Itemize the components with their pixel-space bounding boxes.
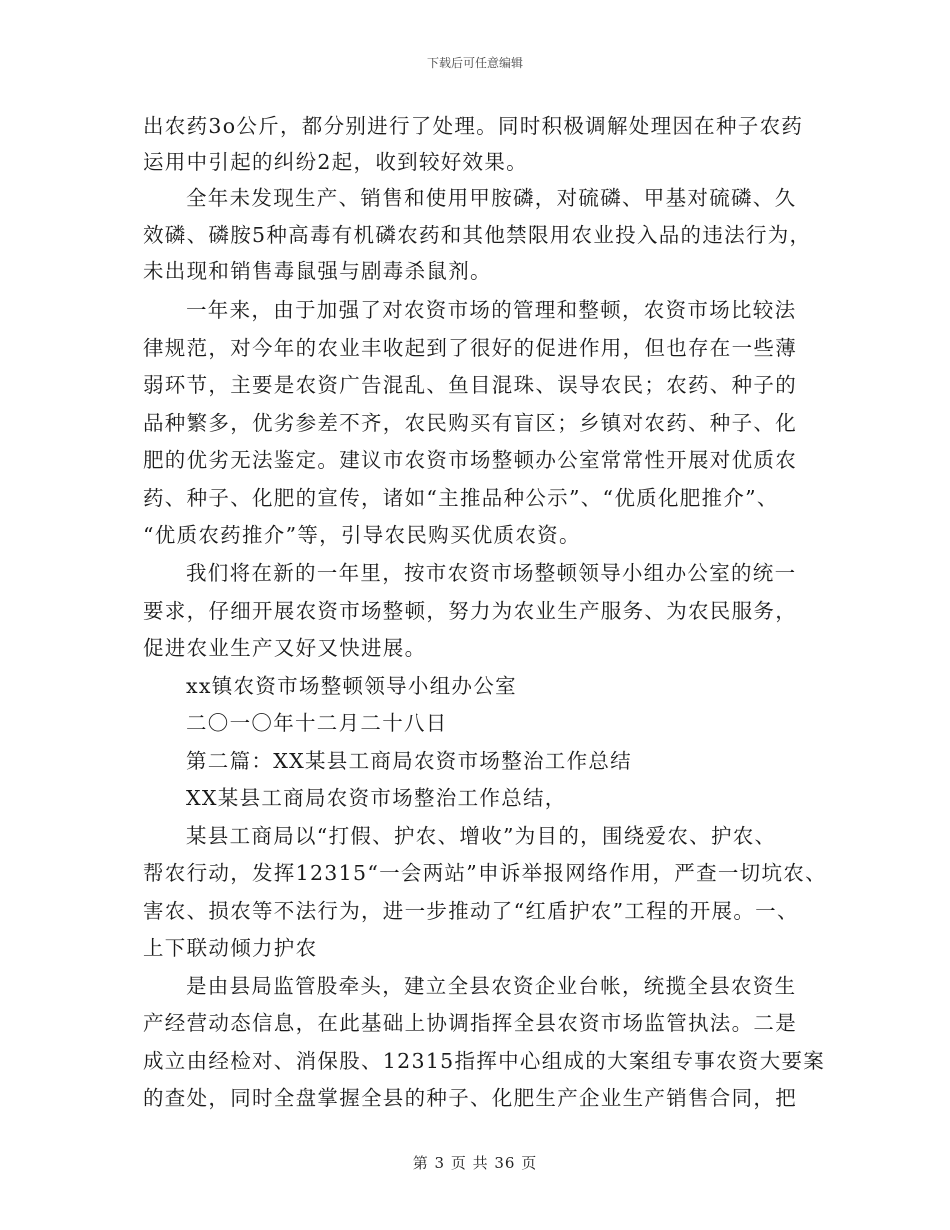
- text-line: 二〇一〇年十二月二十八日: [186, 711, 448, 735]
- text-line: 弱环节，主要是农资广告混乱、鱼目混珠、误导农民；农药、种子的: [143, 373, 797, 397]
- text-line: 产经营动态信息，在此基础上协调指挥全县农资市场监管执法。二是: [143, 1011, 797, 1035]
- text-line: 某县工商局以“打假、护农、增收”为目的，围绕爱农、护农、: [186, 824, 777, 848]
- text-line: 未出现和销售毒鼠强与剧毒杀鼠剂。: [143, 259, 492, 283]
- text-line: “优质农药推介”等，引导农民购买优质农资。: [143, 523, 581, 547]
- text-line: 效磷、磷胺5种高毒有机磷农药和其他禁限用农业投入品的违法行为，: [143, 223, 812, 247]
- text-line: 害农、损农等不法行为，进一步推动了“红盾护农”工程的开展。一、: [143, 899, 799, 923]
- text-line: 药、种子、化肥的宣传，诸如“主推品种公示”、“优质化肥推介”、: [143, 486, 779, 510]
- text-line: 我们将在新的一年里，按市农资市场整顿领导小组办公室的统一: [186, 561, 797, 585]
- text-line: 律规范，对今年的农业丰收起到了很好的促进作用，但也存在一些薄: [143, 336, 797, 360]
- text-line: 帮农行动，发挥12315“一会两站”申诉举报网络作用，严查一切坑农、: [143, 861, 827, 885]
- text-line: 是由县局监管股牵头，建立全县农资企业台帐，统揽全县农资生: [186, 974, 797, 998]
- text-line: XX某县工商局农资市场整治工作总结，: [186, 786, 567, 810]
- text-line: 全年未发现生产、销售和使用甲胺磷，对硫磷、甲基对硫磷、久: [186, 186, 797, 210]
- text-line: 出农药3o公斤，都分别进行了处理。同时积极调解处理因在种子农药: [143, 114, 804, 138]
- text-line: 成立由经检对、消保股、12315指挥中心组成的大案组专事农资大要案: [143, 1049, 826, 1073]
- text-line: 促进农业生产又好又快进展。: [143, 636, 427, 660]
- text-line: 肥的优劣无法鉴定。建议市农资市场整顿办公室常常性开展对优质农: [143, 448, 797, 472]
- page-header: 下载后可任意编辑: [426, 56, 523, 70]
- text-line: 上下联动倾力护农: [143, 936, 318, 960]
- text-line: 要求，仔细开展农资市场整顿，努力为农业生产服务、为农民服务，: [143, 599, 797, 623]
- text-line: 品种繁多，优劣参差不齐，农民购买有盲区；乡镇对农药、种子、化: [143, 411, 797, 435]
- text-line: 的查处，同时全盘掌握全县的种子、化肥生产企业生产销售合同，把: [143, 1086, 797, 1110]
- text-line: 运用中引起的纠纷2起，收到较好效果。: [143, 150, 528, 174]
- text-line: xx镇农资市场整顿领导小组办公室: [186, 674, 517, 698]
- text-line: 第二篇：XX某县工商局农资市场整治工作总结: [186, 749, 632, 773]
- text-line: 一年来，由于加强了对农资市场的管理和整顿，农资市场比较法: [186, 298, 797, 322]
- page-footer: 第 3 页 共 36 页: [412, 1154, 538, 1172]
